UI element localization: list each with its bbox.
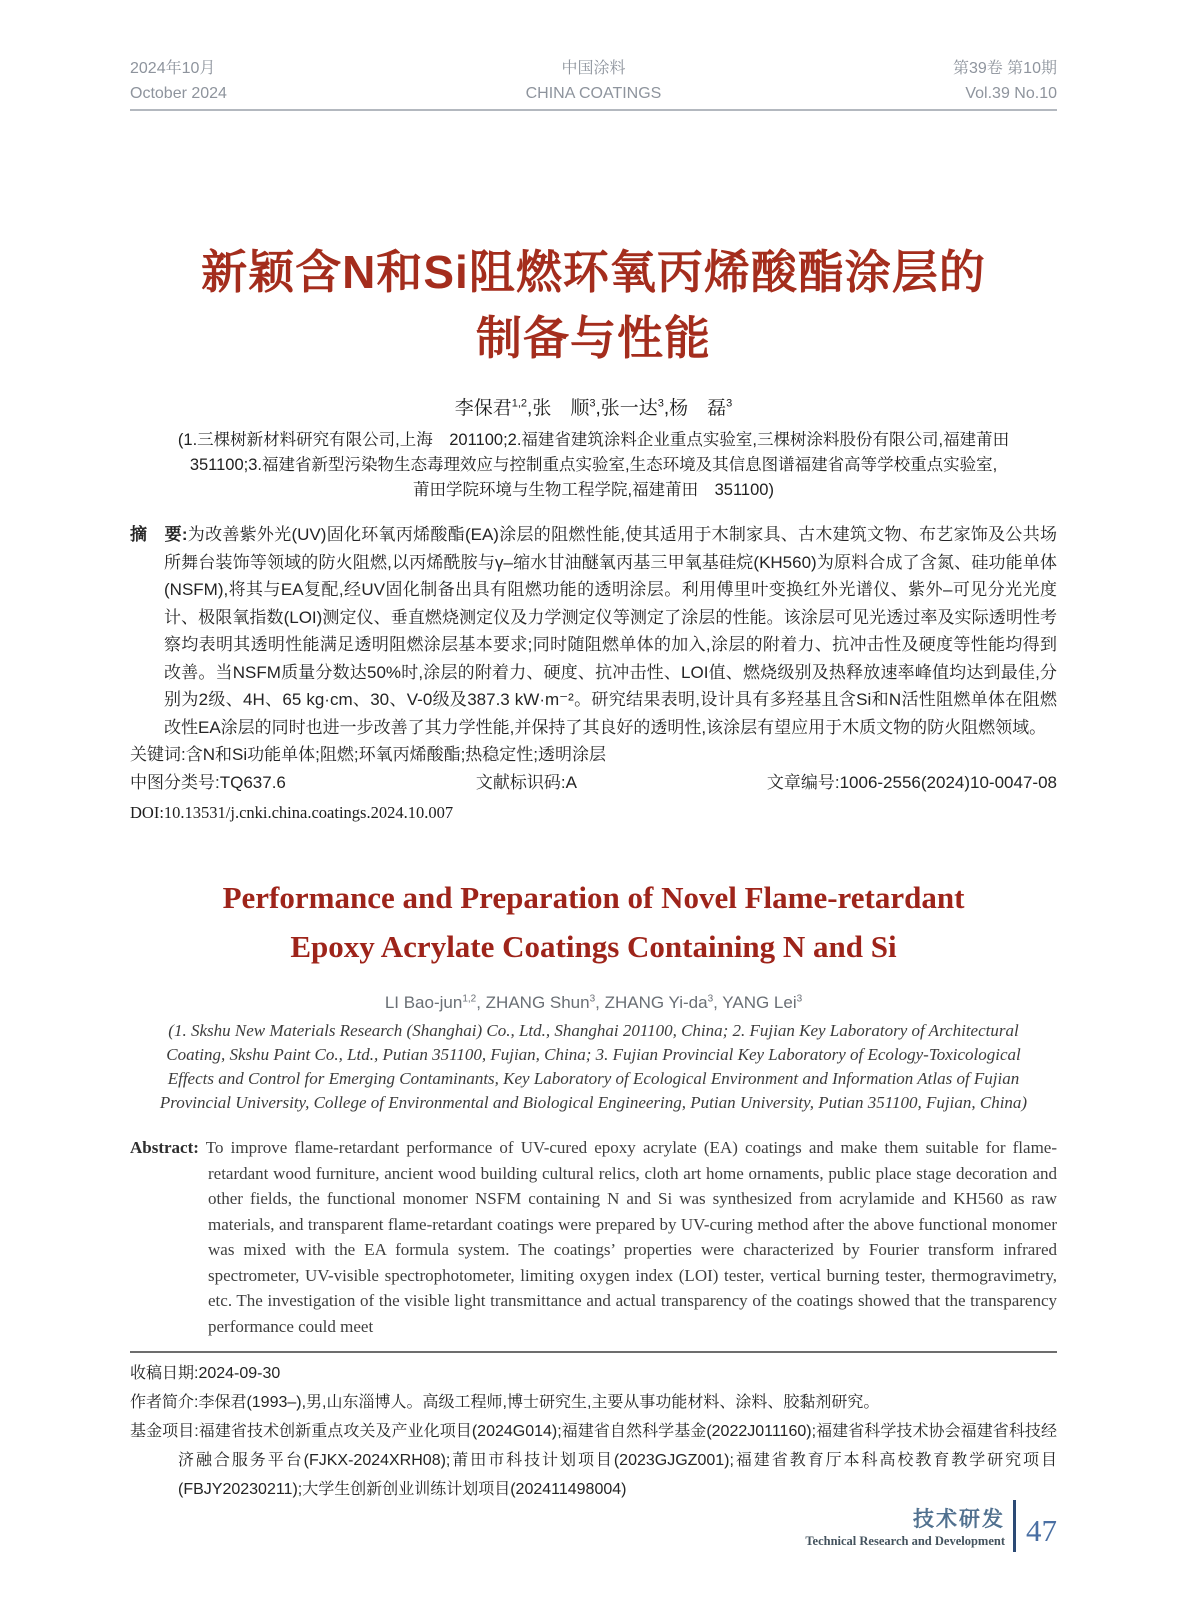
author-bio [130,1388,1057,1417]
article-id-label: 文章编号: [766,773,840,792]
clc-value: TQ637.6 [219,773,286,792]
header-issue-en: Vol.39 No.10 [965,85,1057,102]
article-title-cn-line1: 新颖含N和Si阻燃环氧丙烯酸酯涂层的 [201,246,986,298]
article-title-en-line1: Performance and Preparation of Novel Flame-retardant [222,880,965,915]
author-en-affil-sup: 3 [707,993,714,1005]
author-en-affil-sup: 3 [589,993,596,1005]
author-en: LI Bao-jun [384,993,463,1012]
affiliations-cn [130,428,1057,503]
footnote-divider [130,1351,1057,1353]
author-en: , ZHANG Yi-da [595,993,708,1012]
article-id-value: 1006-2556(2024)10-0047-08 [839,773,1057,792]
document-code-label: 文献标识码: [475,773,566,792]
authors-cn [130,393,1057,420]
keywords-cn [130,741,1057,769]
author-en-affil-sup: 3 [796,993,803,1005]
author-cn-affil-sup: 3 [657,397,664,410]
article-title-en [130,873,1057,971]
affiliation-en-line: (1. Skshu New Materials Research (Shanghai) Co., Ltd., Shanghai 201100, China; 2. Fujian Key Laboratory of Architectural [168,1021,1019,1040]
clc-number [130,769,286,797]
journal-name-cn: 中国涂料 [561,60,626,77]
author-bio-label: 作者简介: [130,1394,199,1411]
header-divider [130,109,1057,111]
section-marker [805,1500,1057,1552]
affiliation-en-line: Provincial University, College of Environmental and Biological Engineering, Putian University, Putian 351100, Fujian, China) [159,1093,1028,1112]
author-cn: ,张一达 [595,398,658,419]
affiliation-en-line: Coating, Skshu Paint Co., Ltd., Putian 351100, Fujian, China; 3. Fujian Provincial Key Laboratory of Ecology-Toxicological [166,1045,1021,1064]
affiliation-cn-line: 351100;3.福建省新型污染物生态毒理效应与控制重点实验室,生态环境及其信息图谱福建省高等学校重点实验室, [189,456,998,474]
header-issue [751,56,1057,106]
article-title-cn-line2: 制备与性能 [476,312,711,364]
author-cn-affil-sup: 3 [589,397,596,410]
footnotes [130,1359,1057,1504]
article-id [767,769,1057,797]
abstract-en [130,1135,1057,1339]
funding-text: 福建省技术创新重点攻关及产业化项目(2024G014);福建省自然科学基金(2022J011160);福建省科学技术协会福建省科技经济融合服务平台(FJKX-2024XRH08);莆田市科技计划项目(2023GJGZ001);福建省教育厅本科高校教育教学研究项目(FBJY20230211);大学生创新创业训练计划项目(202411498004) [178,1423,1057,1498]
section-title [805,1503,1005,1549]
section-divider-bar [1013,1500,1016,1552]
abstract-cn [130,521,1057,741]
header-date-cn: 2024年10月 [130,60,216,77]
author-cn: 李保君 [454,398,512,419]
header-issue-cn: 第39卷 第10期 [952,60,1057,77]
section-title-en: Technical Research and Development [805,1534,1005,1548]
header-journal-name [436,56,751,106]
affiliations-en [130,1019,1057,1115]
funding-note [130,1417,1057,1504]
author-cn: ,张 顺 [527,398,590,419]
keywords-cn-label: 关键词: [130,745,186,764]
journal-header [130,56,1057,106]
received-date [130,1359,1057,1388]
header-date [130,56,436,106]
affiliation-cn-line: 莆田学院环境与生物工程学院,福建莆田 351100) [413,481,774,499]
abstract-cn-label: 摘 要: [130,525,188,544]
funding-label: 基金项目: [130,1423,199,1440]
author-en-affil-sup: 1,2 [462,993,477,1005]
author-en: , ZHANG Shun [476,993,590,1012]
page-number: 47 [1026,1513,1057,1548]
abstract-en-text: To improve flame-retardant performance of UV-cured epoxy acrylate (EA) coatings and make them suitable for flame-retardant wood furniture, ancient wood building cultural relics, cloth art home ornaments, public place stage decoration and other fields, the functional monomer NSFM containing N and Si was synthesized from acrylamide and KH560 as raw materials, and transparent flame-retardant coatings were prepared by UV-curing method after the above functional monomer was mixed with the EA formula system. The coatings’ properties were characterized by Fourier transform infrared spectrometer, UV-visible spectrophotometer, limiting oxygen index (LOI) tester, vertical burning tester, thermogravimetry, etc. The investigation of the visible light transmittance and actual transparency of the coatings showed that the transparency performance could meet [205,1138,1058,1336]
author-bio-text: 李保君(1993–),男,山东淄博人。高级工程师,博士研究生,主要从事功能材料、涂料、胶黏剂研究。 [198,1394,880,1411]
doi: DOI:10.13531/j.cnki.china.coatings.2024.10.007 [130,803,454,822]
received-date-value: 2024-09-30 [198,1365,281,1382]
clc-label: 中图分类号: [130,773,220,792]
affiliation-cn-line: (1.三棵树新材料研究有限公司,上海 201100;2.福建省建筑涂料企业重点实验室,三棵树涂料股份有限公司,福建莆田 [177,431,1010,449]
article-title-en-line2: Epoxy Acrylate Coatings Containing N and Si [290,929,897,964]
journal-name-en: CHINA COATINGS [525,85,662,102]
document-code-value: A [565,773,577,792]
author-cn: ,杨 磊 [663,398,727,419]
article-meta [130,769,1057,797]
received-date-label: 收稿日期: [130,1365,199,1382]
affiliation-en-line: Effects and Control for Emerging Contaminants, Key Laboratory of Ecological Environment and Information Atlas of Fujian [167,1069,1020,1088]
keywords-cn-text: 含N和Si功能单体;阻燃;环氧丙烯酸酯;热稳定性;透明涂层 [185,745,607,764]
authors-en [130,993,1057,1013]
abstract-cn-text: 为改善紫外光(UV)固化环氧丙烯酸酯(EA)涂层的阻燃性能,使其适用于木制家具、古木建筑文物、布艺家饰及公共场所舞台装饰等领域的防火阻燃,以丙烯酰胺与γ–缩水甘油醚氧丙基三甲氧基硅烷(KH560)为原料合成了含氮、硅功能单体(NSFM),将其与EA复配,经UV固化制备出具有阻燃功能的透明涂层。利用傅里叶变换红外光谱仪、紫外–可见分光光度计、极限氧指数(LOI)测定仪、垂直燃烧测定仪及力学测定仪等测定了涂层的性能。该涂层可见光透过率及实际透明性考察均表明其透明性能满足透明阻燃涂层基本要求;同时随阻燃单体的加入,涂层的附着力、抗冲击性及硬度等性能均得到改善。当NSFM质量分数达50%时,涂层的附着力、硬度、抗冲击性、LOI值、燃烧级别及热释放速率峰值均达到最佳,分别为2级、4H、65 kg·cm、30、V-0级及387.3 kW·m⁻²。研究结果表明,设计具有多羟基且含Si和N活性阻燃单体在阻燃改性EA涂层的同时也进一步改善了其力学性能,并保持了其良好的透明性,该涂层有望应用于木质文物的防火阻燃领域。 [164,525,1057,737]
header-date-en: October 2024 [130,85,227,102]
author-en: , YANG Lei [713,993,797,1012]
author-cn-affil-sup: 1,2 [511,397,528,410]
article-title-cn [130,239,1057,371]
abstract-en-label: Abstract: [130,1138,199,1157]
document-code [476,769,577,797]
author-cn-affil-sup: 3 [726,397,733,410]
section-title-cn: 技术研发 [913,1508,1005,1531]
